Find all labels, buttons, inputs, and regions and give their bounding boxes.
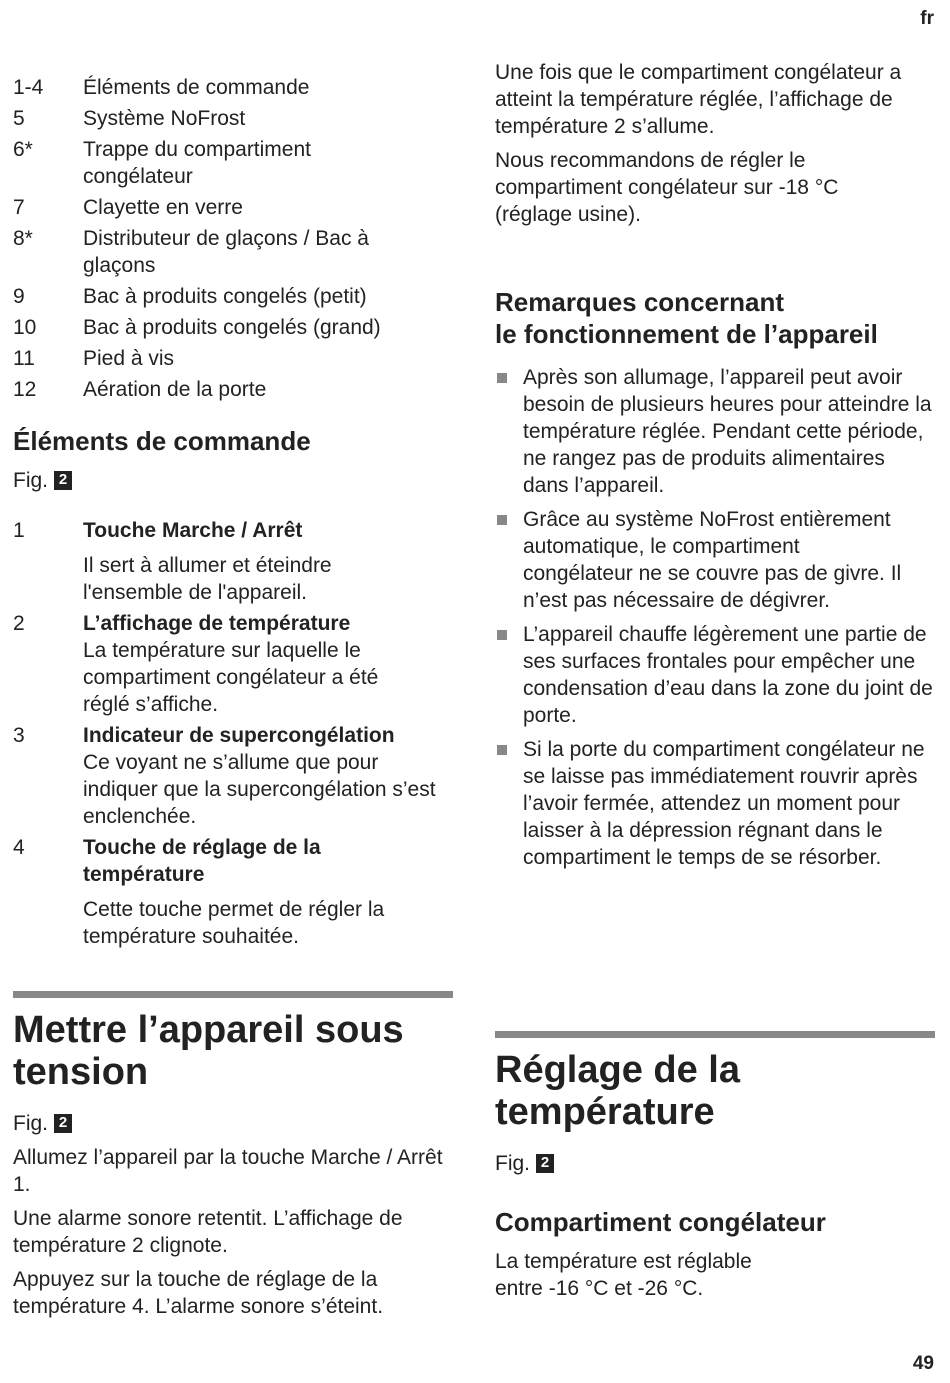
list-item bbox=[495, 506, 935, 614]
part-label: Distributeur de glaçons / Bac à glaçons bbox=[83, 227, 369, 277]
part-label: Clayette en verre bbox=[83, 196, 243, 219]
bullet-square-icon bbox=[495, 621, 523, 729]
part-number: 1-4 bbox=[13, 76, 44, 99]
part-label: Système NoFrost bbox=[83, 107, 246, 130]
control-title: Touche de réglage de la température bbox=[83, 836, 321, 886]
part-number: 6* bbox=[13, 138, 33, 161]
fig-number-badge: 2 bbox=[54, 471, 72, 490]
list-item bbox=[13, 105, 455, 132]
page-number: 49 bbox=[912, 1353, 934, 1374]
freezer-subheading: Compartiment congélateur bbox=[495, 1207, 826, 1237]
controls-list bbox=[13, 517, 455, 950]
power-on-body bbox=[13, 1144, 453, 1320]
control-title: L’affichage de température bbox=[83, 612, 351, 635]
language-code: fr bbox=[920, 8, 934, 29]
part-label: Pied à vis bbox=[83, 347, 175, 370]
list-item bbox=[495, 364, 935, 499]
list-item bbox=[13, 314, 455, 341]
list-item bbox=[495, 736, 935, 871]
bullet-text: Grâce au système NoFrost entièrement automatique, le compartiment congélateur ne se couvre pas de givre. Il n’est pas nécessaire de dégivrer. bbox=[523, 508, 902, 612]
section-divider bbox=[13, 991, 453, 998]
part-label: Aération de la porte bbox=[83, 378, 267, 401]
list-item bbox=[495, 621, 935, 729]
paragraph: Une alarme sonore retentit. L’affichage de température 2 clignote. bbox=[13, 1207, 403, 1257]
figure-reference bbox=[13, 467, 72, 494]
list-item bbox=[13, 345, 455, 372]
section-divider bbox=[495, 1031, 935, 1038]
parts-list bbox=[13, 74, 455, 407]
part-number: 12 bbox=[13, 378, 37, 401]
part-number: 7 bbox=[13, 196, 25, 219]
remarks-list bbox=[495, 364, 935, 878]
fig-number-badge: 2 bbox=[54, 1114, 72, 1133]
part-number: 5 bbox=[13, 107, 25, 130]
figure-reference bbox=[13, 1110, 72, 1137]
bullet-text: Après son allumage, l’appareil peut avoir besoin de plusieurs heures pour atteindre la température réglée. Pendant cette période, ne rangez pas de produits alimentaires dans l’appareil. bbox=[523, 366, 932, 497]
remarks-heading-line2: le fonctionnement de l’appareil bbox=[495, 319, 878, 349]
bullet-square-icon bbox=[495, 506, 523, 614]
control-title: Indicateur de supercongélation bbox=[83, 724, 395, 747]
bullet-square-icon bbox=[495, 736, 523, 871]
list-item bbox=[13, 376, 455, 403]
fig-number-badge: 2 bbox=[536, 1154, 554, 1173]
fig-label: Fig. bbox=[13, 1112, 49, 1135]
list-item bbox=[13, 136, 455, 190]
part-number: 11 bbox=[13, 347, 35, 370]
part-number: 9 bbox=[13, 285, 25, 308]
part-label: Trappe du compartiment congélateur bbox=[83, 138, 311, 188]
part-label: Bac à produits congelés (grand) bbox=[83, 316, 381, 339]
part-number: 8* bbox=[13, 227, 33, 250]
bullet-square-icon bbox=[495, 364, 523, 499]
remarks-heading-line1: Remarques concernant bbox=[495, 287, 784, 317]
control-description: La température sur laquelle le compartiment congélateur a été réglé s’affiche. bbox=[83, 639, 379, 716]
control-number: 3 bbox=[13, 724, 25, 747]
list-item bbox=[13, 283, 455, 310]
list-item bbox=[13, 610, 455, 718]
control-description: Cette touche permet de régler la température souhaitée. bbox=[83, 898, 385, 948]
paragraph: Nous recommandons de régler le compartiment congélateur sur -18 °C (réglage usine). bbox=[495, 149, 839, 226]
temperature-range-text: La température est réglable entre -16 °C et -26 °C. bbox=[495, 1250, 752, 1300]
remarks-heading bbox=[495, 286, 945, 350]
list-item bbox=[13, 517, 455, 606]
temperature-heading: Réglage de la température bbox=[495, 1049, 740, 1133]
paragraph: Appuyez sur la touche de réglage de la température 4. L’alarme sonore s’éteint. bbox=[13, 1268, 384, 1318]
control-title: Touche Marche / Arrêt bbox=[83, 519, 303, 542]
figure-reference bbox=[495, 1150, 554, 1177]
fig-label: Fig. bbox=[495, 1152, 531, 1175]
controls-heading: Éléments de commande bbox=[13, 426, 311, 456]
list-item bbox=[13, 722, 455, 830]
control-number: 4 bbox=[13, 836, 25, 859]
power-on-heading: Mettre l’appareil sous tension bbox=[13, 1009, 404, 1093]
list-item bbox=[13, 225, 455, 279]
bullet-text: Si la porte du compartiment congélateur ne se laisse pas immédiatement rouvrir après l’avoir fermée, attendez un moment pour laisser à la dépression régnant dans le compartiment le temps de se résorber. bbox=[523, 738, 925, 869]
list-item bbox=[13, 74, 455, 101]
part-label: Éléments de commande bbox=[83, 76, 310, 99]
control-number: 2 bbox=[13, 612, 25, 635]
part-label: Bac à produits congelés (petit) bbox=[83, 285, 367, 308]
paragraph: Une fois que le compartiment congélateur a atteint la température réglée, l’affichage de température 2 s’allume. bbox=[495, 61, 902, 138]
part-number: 10 bbox=[13, 316, 37, 339]
bullet-text: L’appareil chauffe légèrement une partie de ses surfaces frontales pour empêcher une condensation d’eau dans la zone du joint de porte. bbox=[523, 623, 933, 727]
control-number: 1 bbox=[13, 519, 25, 542]
right-intro bbox=[495, 59, 905, 228]
paragraph: Allumez l’appareil par la touche Marche / Arrêt 1. bbox=[13, 1146, 443, 1196]
list-item bbox=[13, 834, 455, 950]
control-description: Ce voyant ne s’allume que pour indiquer que la supercongélation s’est enclenchée. bbox=[83, 751, 436, 828]
control-description: Il sert à allumer et éteindre l'ensemble de l'appareil. bbox=[83, 554, 332, 604]
list-item bbox=[13, 194, 455, 221]
fig-label: Fig. bbox=[13, 469, 49, 492]
